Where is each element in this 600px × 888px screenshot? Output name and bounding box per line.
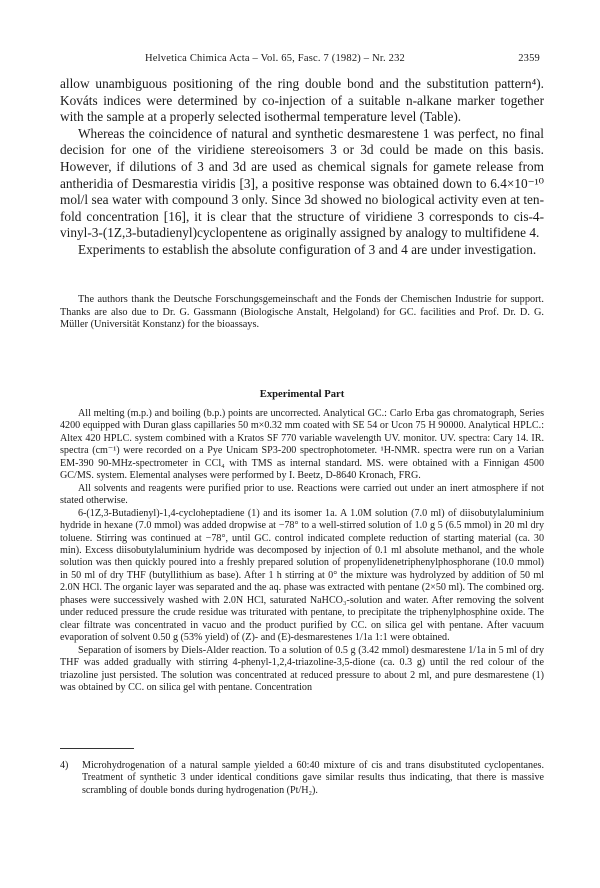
main-text bbox=[60, 76, 544, 259]
body-paragraph-2: Whereas the coincidence of natural and synthetic desmarestene 1 was perfect, no final decision for one of the viridiene stereoisomers 3 or 3d could be made on this basis. However, if dilutions of 3 and 3d are used as chemical signals for gamete release from antheridia of Desmarestia viridis [3], a positive response was obtained down to 6.4×10⁻¹⁰ mol/l sea water with compound 3 only. Since 3d showed no biological activity even at ten-fold concentration [16], it is clear that the structure of viridiene 3 corresponds to cis-4-vinyl-3-(1Z,3-butadienyl)cyclopentene as originally assigned by analogy to multifidene 4. bbox=[60, 125, 544, 241]
experimental-paragraph-3: 6-(1Z,3-Butadienyl)-1,4-cycloheptadiene (1) and its isomer 1a. A 1.0M solution (7.0 ml) of diisobutylaluminium hydride in hexane (7.0 mmol) was added dropwise at −78° to a well-stirred solution of 1.0 g 5 (6.5 mmol) in 20 ml dry toluene. Stirring was continued at −78°, until GC. control indicated complete reduction of starting material (ca. 30 min). Excess diisobutylaluminium hydride was decomposed by injection of 0.1 ml absolute methanol, and the whole solution was then quickly poured into a freshly prepared solution of propenylidenetriphenylphosphorane (10.0 mmol) in 50 ml of dry THF (butyllithium as base). After 1 h stirring at 0° the mixture was hydrolyzed by addition of 50 ml 2.0N HCl. The organic layer was separated and the aq. phase was extracted with pentane (2×50 ml). The combined org. phases were successively washed with 2.0N HCl, saturated NaHCO₃-solution and water. After removing the solvent under reduced pressure the crude residue was triturated with pentane, to precipitate the triphenylphosphine oxide. The clear filtrate was concentrated in vacuo and the product purified by CC. on silica gel with pentane. After vacuum evaporation of solvent 0.50 g (53% yield) of (Z)- and (E)-desmarestenes 1/1a 1:1 were obtained. bbox=[60, 507, 544, 644]
experimental-paragraph-2: All solvents and reagents were purified prior to use. Reactions were carried out under an inert atmosphere if not stated otherwise. bbox=[60, 482, 544, 507]
acknowledgement bbox=[60, 294, 544, 332]
footnote-divider bbox=[60, 748, 134, 749]
body-paragraph-3: Experiments to establish the absolute configuration of 3 and 4 are under investigation. bbox=[78, 241, 537, 257]
footnote bbox=[60, 760, 544, 797]
running-head: Helvetica Chimica Acta – Vol. 65, Fasc. 7 (1982) – Nr. 232 bbox=[145, 53, 405, 64]
section-title: Experimental Part bbox=[259, 389, 345, 400]
footnote-text: Microhydrogenation of a natural sample yielded a 60:40 mixture of cis and trans disubstituted cyclopentanes. Treatment of synthetic 3 under identical conditions gave similar results thus indicating, that there is massive scrambling of double bonds during hydrogenation (Pt/H₂). bbox=[82, 760, 544, 796]
experimental-section bbox=[60, 408, 544, 694]
page-number: 2359 bbox=[518, 53, 540, 64]
experimental-paragraph-1: All melting (m.p.) and boiling (b.p.) points are uncorrected. Analytical GC.: Carlo Erba gas chromatograph, Series 4200 equipped with Duran glass capillaries 50 m×0.32 mm coated with SE 54 or Ucon 75 H 90000. Analytical HPLC.: Altex 420 HPLC. system combined with a Kratos SF 770 variable wavelength UV. monitor. UV. spectra: Cary 14. IR. spectra (cm⁻¹) were recorded on a Pye Unicam SP3-200 spectrophotometer. ¹H-NMR. spectra were run on a Varian EM-390 90-MHz-spectrometer in CCl₄ with TMS as internal standard. MS. were obtained with a Finnigan 4500 GC/MS. system. Elemental analyses were performed by I. Beetz, D-8640 Kronach, FRG. bbox=[60, 408, 544, 482]
footnote-marker: 4) bbox=[60, 760, 69, 771]
experimental-paragraph-4: Separation of isomers by Diels-Alder reaction. To a solution of 0.5 g (3.42 mmol) desmarestene 1/1a in 5 ml of dry THF was added gradually with stirring 4-phenyl-1,2,4-triazoline-3,5-dione (ca. 0.3 g) until the red colour of the triazoline just persisted. The solution was concentrated at reduced pressure to about 2 ml, and pure desmarestene (1) was obtained by CC. on silica gel with pentane. Concentration bbox=[60, 644, 544, 693]
acknowledgement-text: The authors thank the Deutsche Forschungsgemeinschaft and the Fonds der Chemischen Industrie for support. Thanks are also due to Dr. G. Gassmann (Biologische Anstalt, Helgoland) for GC. facilities and Prof. Dr. D. G. Müller (Universität Konstanz) for the bioassays. bbox=[60, 294, 544, 331]
body-paragraph-1: allow unambiguous positioning of the ring double bond and the substitution pattern⁴). Kováts indices were determined by co-injection of a suitable n-alkane marker together with the sample at a properly selected isothermal temperature level (Table). bbox=[60, 76, 544, 125]
